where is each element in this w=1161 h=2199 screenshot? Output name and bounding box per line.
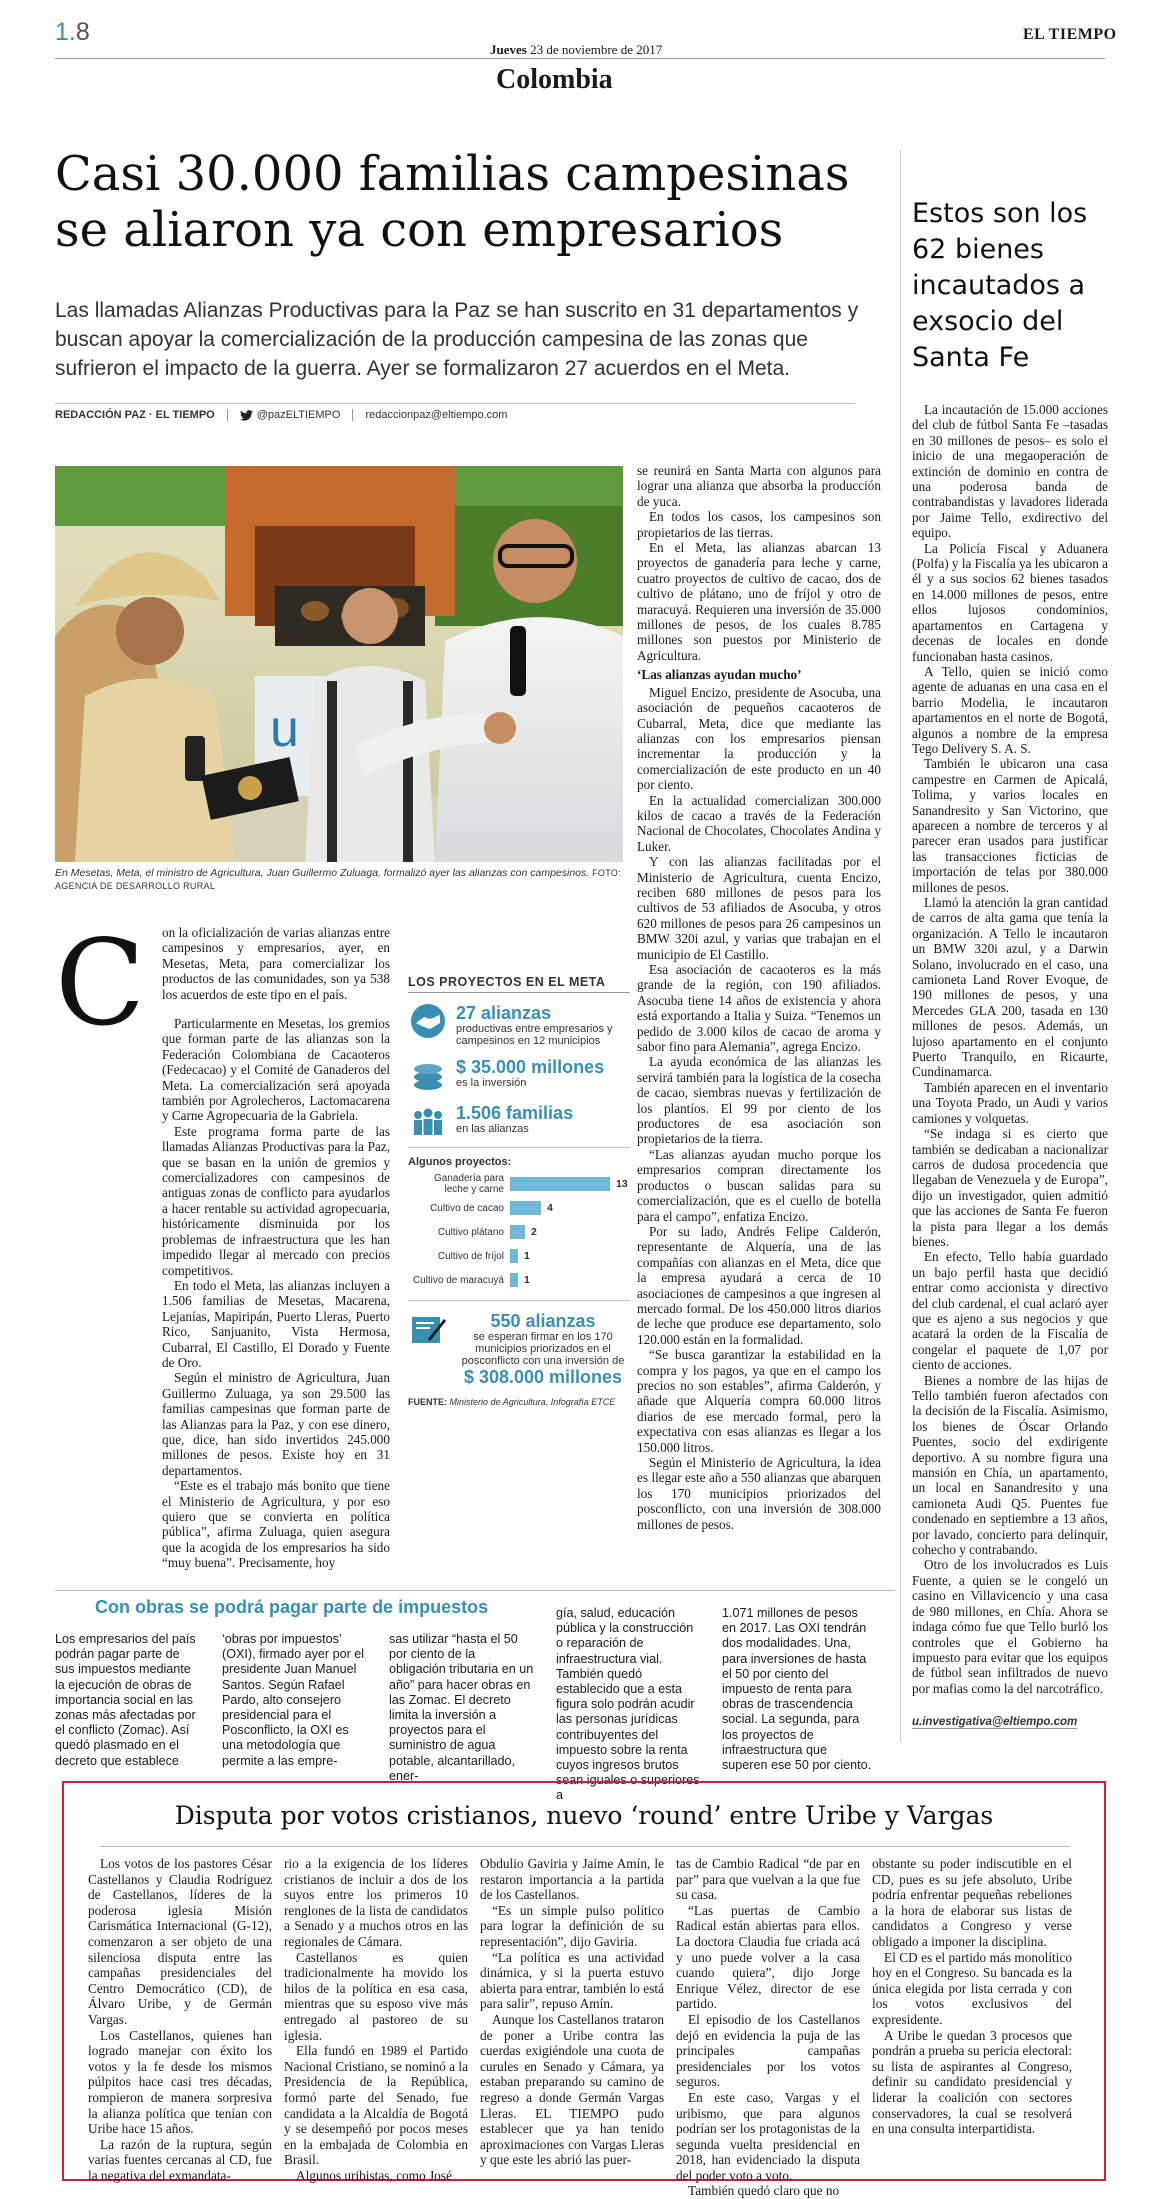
stat-families <box>408 1103 630 1139</box>
subarticle-text: Los empresarios del país podrán pagar parte de sus impuestos mediante la ejecución de obras de importancia social en las zonas más afectadas por el conflicto (Zomac). Así quedó plasmado en el decreto que establece <box>55 1632 196 1768</box>
stat-big: $ 35.000 millones <box>456 1057 605 1077</box>
sidebar-signature[interactable]: u.investigativa@eltiempo.com <box>912 1716 1078 1728</box>
photo-scene <box>55 466 623 862</box>
date-day: Jueves <box>490 42 527 57</box>
stat-alliances <box>408 1003 630 1047</box>
sidebar-title: Estos son los 62 bienes incautados a exsocio del Santa Fe <box>912 198 1088 373</box>
boxed-paragraph: Aunque los Castellanos trataron de poner a Uribe contra las cuerdas exigiéndole una cuota de curules en Senado y Cámara, ya estaban preparando su camino de regreso a donde Germán Vargas Lleras. EL TIEMPO pudo establecer que ya han tenido aproximaciones con Vargas Lleras y que este les abrió las puer- <box>480 2011 664 2168</box>
byline-author: REDACCIÓN PAZ · EL TIEMPO <box>55 409 215 421</box>
infographic-title: LOS PROYECTOS EN EL META <box>408 975 630 993</box>
issue-date <box>490 42 662 58</box>
bar-row <box>408 1220 630 1244</box>
boxed-paragraph: rio a la exigencia de los líderes cristianos de incluir a dos de los suyos entre los primeros 10 renglones de la lista de candidatos a Senado y a muchos otros en las regionales de Cámara. <box>284 1856 468 1949</box>
article-lede: Las llamadas Alianzas Productivas para la Paz se han suscrito en 31 departamentos y buscan apoyar la comercialización de la producción campesina de las zonas que sufrieron el impacto de la guerra. Ayer se formalizaron 27 acuerdos en el Meta. <box>55 299 859 380</box>
bar-value: 13 <box>616 1178 628 1190</box>
byline-divider <box>55 403 855 404</box>
sidebar-paragraph: Llamó la atención la gran cantidad de carros de alta gama que tenía la organización. A Tello le incautaron un BMW 320i azul, y a Darwin Solano, involucrado en el caso, una camioneta Land Rover Evoque, de 190 millones de pesos, y una Mercedes GLA 200, tasada en 130 millones de pesos. Además, un lujoso apartamento en el conjunto Puerto Tranquilo, en Ricaurte, Cundinamarca. <box>912 895 1108 1080</box>
sidebar-paragraph: También le ubicaron una casa campestre en Carmen de Apicalá, Tolima, y varios locales en Sanandresito y San Victorino, que aparecen a nombre de terceros y al parecer eran usados para justificar las transacciones ficticias de importación de telas por 380.000 millones de pesos. <box>912 756 1108 895</box>
article-paragraph: En todos los casos, los campesinos son propietarios de las tierras. <box>637 509 881 540</box>
coins-icon <box>408 1057 448 1093</box>
date-rest: 23 de noviembre de 2017 <box>530 42 663 57</box>
byline-twitter[interactable] <box>240 409 341 421</box>
target-big: 550 alianzas <box>490 1311 596 1331</box>
sidebar-paragraph: A Tello, quien se inició como agente de aduanas en una casa en el barrio Modelia, le incautaron apartamentos en el norte de Bogotá, algunos a nombre de la empresa Tego Delivery S. A. S. <box>912 663 1108 756</box>
twitter-handle: @pazELTIEMPO <box>256 409 341 421</box>
page-number-value: 8 <box>75 18 90 46</box>
subarticle-column <box>722 1606 872 1773</box>
article-paragraph: Este programa forma parte de las llamadas Alianzas Productivas para la Paz, que se basan en la unión de gremios y comercializadores con campesinos de antiguas zonas de conflicto para ayudarlos a hacer rentable su actividad agropecuaria, históricamente disminuida por los problemas de infraestructura que les han impedido llegar al mercado con precios competitivos. <box>162 1123 390 1278</box>
page-number <box>55 18 90 47</box>
projects-label: Algunos proyectos: <box>408 1156 512 1168</box>
article-paragraph: Según el ministro de Agricultura, Juan Guillermo Zuluaga, ya son 29.500 las familias campesinas que forman parte de las Alianzas para la Paz, y con ese dinero, que, dice, han sido invertidos 245.000 millones de pesos. Existe hoy en 31 departamentos. <box>162 1370 390 1478</box>
boxed-paragraph: obstante su poder indiscutible en el CD, pues es su jefe absoluto, Uribe podría enfrentar pequeñas rebeliones a la hora de elaborar sus listas de candidatos a Congreso y verse obligado a imponer la disciplina. <box>872 1856 1072 1949</box>
boxed-paragraph: Los votos de los pastores César Castellanos y Claudia Rodríguez de Castellanos, líderes de la poderosa iglesia Misión Carismática Internacional (G-12), comenzaron a ser objeto de una silenciosa disputa entre las campañas presidenciales del Centro Democrático (CD), de Álvaro Uribe, y de Germán Vargas. <box>88 1856 272 2027</box>
sidebar-paragraph: La incautación de 15.000 acciones del club de fútbol Santa Fe –tasadas en 30 millones de pesos– es solo el inicio de una megaoperación de extinción de dominio en contra de una poderosa banda de contrabandistas y lavadores liderada por Jaime Tello, exdirectivo del equipo. <box>912 402 1108 541</box>
byline-email[interactable]: redaccionpaz@eltiempo.com <box>365 409 508 421</box>
photo-sign-text: u <box>270 700 299 758</box>
bar-row <box>408 1172 630 1196</box>
article-paragraph: En la actualidad comercializan 300.000 kilos de cacao a través de la Federación Nacional de Chocolates, Chocolates Andina y Luker. <box>637 792 881 854</box>
boxed-article-headline: Disputa por votos cristianos, nuevo ‘round’ entre Uribe y Vargas <box>174 1801 994 1830</box>
boxed-column-4 <box>676 1856 860 2199</box>
boxed-article-divider <box>100 1846 1070 1847</box>
stat-big: 27 alianzas <box>456 1003 552 1023</box>
bar-label: Cultivo de cacao <box>430 1202 504 1214</box>
boxed-paragraph: Ella fundó en 1989 el Partido Nacional Cristiano, se nominó a la Presidencia de la República, formó parte del Senado, fue candidata a la Alcaldía de Bogotá y se desempeñó por pocos meses en la embajada de Colombia en Brasil. <box>284 2043 468 2168</box>
infographic <box>408 975 630 1407</box>
boxed-paragraph: tas de Cambio Radical “de par en par” para que vuelvan a la que fue su casa. <box>676 1856 860 1903</box>
stat-small: en las alianzas <box>456 1123 529 1135</box>
article-paragraph: Miguel Encizo, presidente de Asocuba, una asociación de pequeños cacaoteros de Cubarral, Meta, dice que mediante las alianzas con los empresarios piensan incrementar la producción y la comercialización de este producto en un 40 por ciento. <box>637 684 881 793</box>
bar-label: Ganadería para leche y carne <box>433 1173 504 1195</box>
boxed-column-1 <box>88 1856 272 2183</box>
header-divider <box>55 58 1105 59</box>
boxed-paragraph: También quedó claro que no <box>688 2183 840 2199</box>
source-label: FUENTE: <box>408 1397 447 1407</box>
boxed-paragraph: “Las puertas de Cambio Radical están abiertas para ellos. La doctora Claudia fue criada acá y uno puede volver a la casa cuando quiera”, dijo Jorge Enrique Vélez, director de ese partido. <box>676 1902 860 2012</box>
boxed-column-3 <box>480 1856 664 2168</box>
stat-target <box>408 1311 630 1387</box>
boxed-paragraph: Obdulio Gaviria y Jaime Amín, le restaron importancia a la partida de los Castellanos. <box>480 1856 664 1903</box>
sidebar-paragraph: Otro de los involucrados es Luis Fuente, a quien se le congeló un casino en Villavicencio y una casa de 980 millones, en Chía. Ahora se indaga cómo fue que Tello burló los controles que el Gobierno ha impuesto para evitar que los equipos de fútbol sean infiltrados de nuevo por mafias como la del narcotráfico. <box>912 1557 1108 1696</box>
infographic-divider <box>408 1300 630 1301</box>
sidebar-paragraph: Bienes a nombre de las hijas de Tello también fueron afectados con la decisión de la Fiscalía. Asimismo, los bienes de Óscar Orlando Puentes, socio del exdirigente deportivo. A su nombre figura una mansión en Chía, un apartamento, un local en Sanandresito y una camioneta Audi Q5. Puentes fue condenado en septiembre a 13 años, por lavado, concierto para delinquir, cohecho y contrabando. <box>912 1372 1108 1558</box>
article-paragraph: “Este es el trabajo más bonito que tiene el Ministerio de Agricultura, y por eso quiero que se convierta en política pública”, afirma Zuluaga, quien asegura que la acogida de los empresarios ha sido “muy buena”. Precisamente, hoy <box>162 1478 390 1571</box>
article-paragraph: En todo el Meta, las alianzas incluyen a 1.506 familias de Mesetas, Macarena, Lejanías, Mapiripán, Puerto Lleras, Puerto Rico, Sanjuanito, Vista Hermosa, Cubarral, El Castillo, El Dorado y Fuente de Oro. <box>162 1277 390 1370</box>
boxed-paragraph: “La política es una actividad dinámica, y si la puerta estuvo abierta para entrar, también lo está para salir”, repuso Amín. <box>480 1949 664 2012</box>
handshake-icon <box>408 1003 448 1039</box>
article-subhead: ‘Las alianzas ayudan mucho’ <box>637 667 802 683</box>
newspaper-brand: EL TIEMPO <box>1023 26 1117 43</box>
subarticle-column <box>556 1606 701 1804</box>
byline-separator <box>227 409 228 421</box>
subarticle-text: sas utilizar “hasta el 50 por ciento de la obligación tributaria en un año” para hacer obras en las Zomac. El decreto limita la inversión a proyectos para el suministro de agua potable, alcantarillado, ener- <box>389 1632 534 1783</box>
bar <box>510 1249 518 1263</box>
boxed-column-2 <box>284 1856 468 2183</box>
bar <box>510 1225 525 1239</box>
article-paragraph: Y con las alianzas facilitadas por el Ministerio de Agricultura, cuenta Encizo, reciben 680 millones de pesos para los cultivos de 53 afiliados de Asocuba, y otros 620 millones de pesos para 26 campesinos un BMW 320i azul, y varias que trabajan en el municipio de El Castillo. <box>637 854 881 962</box>
boxed-paragraph: El episodio de los Castellanos dejó en evidencia la puja de las principales campañas presidenciales por los votos seguros. <box>676 2011 860 2090</box>
subarticle-text: 1.071 millones de pesos en 2017. Las OXI tendrán dos modalidades. Una, para inversiones de hasta el 50 por ciento del impuesto de renta para obras de trascendencia social. La segunda, para los proyectos de infraestructura que superen ese 50 por ciento. <box>722 1606 872 1773</box>
projects-bar-chart <box>408 1172 630 1292</box>
bar <box>510 1273 518 1287</box>
signing-document-icon <box>408 1311 448 1347</box>
source-text: Ministerio de Agricultura. Infografía ETCE <box>449 1397 616 1407</box>
stat-big: 1.506 familias <box>456 1103 574 1123</box>
subarticle-headline: Con obras se podrá pagar parte de impuestos <box>95 1597 489 1617</box>
stat-small: es la inversión <box>456 1077 527 1089</box>
article-paragraph: En el Meta, las alianzas abarcan 13 proyectos de ganadería para leche y carne, cuatro proyectos de cultivo de cacao, dos de cultivo de plátano, uno de fríjol y otro de maracuyá. Requieren una inversión de 35.000 millones de pesos, de los cuales 8.785 millones son puestos por Ministerio de Agricultura. <box>637 540 881 663</box>
sidebar-body <box>912 402 1108 1696</box>
article-paragraph: Por su lado, Andrés Felipe Calderón, representante de Alquería, una de las compañías con alianzas en el Meta, dice que la empresa ayudará a cerca de 10 asociaciones de campesinos a que ingresen al mercado formal. De los 450.000 litros diarios de leche que produce ese departamento, solo 120.000 están en la formalidad. <box>637 1223 881 1347</box>
byline <box>55 409 507 421</box>
boxed-paragraph: A Uribe le quedan 3 procesos que pondrán a prueba su pericia electoral: su lista de aspirantes al Congreso, definir su candidato presidencial y liderar la coalición con sectores conservadores, la cual se resolverá en una consulta interpartidista. <box>872 2027 1072 2137</box>
article-column-a-body <box>162 1016 390 1571</box>
bar-label: Cultivo de fríjol <box>437 1250 504 1262</box>
drop-cap: C <box>55 914 146 1052</box>
twitter-icon <box>240 410 253 421</box>
stat-investment <box>408 1057 630 1093</box>
section-title: Colombia <box>496 64 613 95</box>
article-paragraph: La ayuda económica de las alianzas les servirá también para la logística de la cosecha de cacao, siembras nuevas y fertilización de los plantíos. El 99 por ciento de los productores de esa asociación son propietarios de la tierra. <box>637 1054 881 1147</box>
boxed-paragraph: Algunos uribistas, como José <box>296 2167 452 2183</box>
caption-credit: FOTO: AGENCIA DE DESARROLLO RURAL <box>55 868 621 891</box>
target-small: se esperan firmar en los 170 municipios priorizados en el posconflicto con una inversión de <box>461 1331 625 1367</box>
boxed-paragraph: Los Castellanos, quienes han logrado manejar con éxito los votos y la fe desde los mismos púlpitos hace casi tres décadas, rompieron de manera sorpresiva la alianza política que tenían con Uribe hace 15 años. <box>88 2027 272 2137</box>
subarticle-divider <box>55 1590 895 1591</box>
infographic-divider <box>408 1147 630 1148</box>
bar-label: Cultivo de maracuyá <box>412 1274 504 1286</box>
boxed-paragraph: La razón de la ruptura, según varias fuentes cercanas al CD, fue la negativa del exmandata- <box>88 2136 272 2183</box>
boxed-paragraph: Castellanos es quien tradicionalmente ha movido los hilos de la política en esa casa, mientras que su esposo vive más entregado al pastoreo de su iglesia. <box>284 1949 468 2043</box>
bar-label: Cultivo plátano <box>437 1226 504 1238</box>
boxed-paragraph: En este caso, Vargas y el uribismo, que para algunos podrían ser los protagonistas de la segunda vuelta presidencial en 2018, han evidenciado la disputa del poder voto a voto. <box>676 2089 860 2183</box>
article-photo <box>55 466 623 862</box>
boxed-paragraph: El CD es el partido más monolítico hoy en el Congreso. Su bancada es la única elegida por lista cerrada y con los votos exclusivos del expresidente. <box>872 1949 1072 2027</box>
article-paragraph: se reunirá en Santa Marta con algunos para lograr una alianza que absorba la producción de yuca. <box>637 463 881 509</box>
article-paragraph: Según el Ministerio de Agricultura, la idea es llegar este año a 550 alianzas que abarquen los 170 municipios priorizados del posconflicto, con una inversión de 308.000 millones de pesos. <box>637 1455 881 1532</box>
article-paragraph: “Las alianzas ayudan mucho porque los empresarios compran directamente los productos o buscan salidas para su comercialización, que es el cuello de botella para el campo”, enfatiza Encizo. <box>637 1146 881 1224</box>
subarticle-column <box>222 1632 367 1769</box>
bar <box>510 1201 541 1215</box>
bar-value: 4 <box>547 1202 553 1214</box>
target-amount: $ 308.000 millones <box>463 1367 623 1387</box>
sidebar-divider <box>900 150 901 1742</box>
sidebar-paragraph: También aparecen en el inventario una Toyota Prado, un Audi y varios camiones y volquetas. <box>912 1079 1108 1126</box>
byline-separator <box>352 409 353 421</box>
families-icon <box>408 1103 448 1139</box>
article-paragraph: on la oficialización de varias alianzas entre campesinos y empresarios, ayer, en Mesetas, Meta, para comercializar los productos de las comunidades, son ya 538 los acuerdos de este tipo en el país. <box>162 925 390 1002</box>
article-column-a-intro <box>162 925 390 1002</box>
stat-small: productivas entre empresarios y campesinos en 12 municipios <box>456 1023 613 1047</box>
article-paragraph: “Se busca garantizar la estabilidad en la compra y los pagos, ya que en el campo los precios no son estables”, afirma Calderón, y añade que Alquería compra 60.000 litros diarios de ese mercado formal, pero la expectativa con esas alianzas es llegar a los 150.000 litros. <box>637 1347 881 1455</box>
bar-row <box>408 1196 630 1220</box>
article-column-c <box>637 463 881 1532</box>
article-headline: Casi 30.000 familias campesinas se aliaron ya con empresarios <box>55 146 850 258</box>
subarticle-text: gía, salud, educación pública y la construcción o reparación de infraestructura vial. También quedó establecido que a esta figura solo podrán acudir las personas jurídicas contribuyentes del impuesto sobre la renta cuyos ingresos brutos sean iguales o superiores a <box>556 1606 700 1803</box>
page-number-prefix: 1. <box>55 18 76 46</box>
bar-row <box>408 1268 630 1292</box>
boxed-paragraph: “Es un simple pulso político para lograr la definición de su representación”, dijo Gaviria. <box>480 1902 664 1949</box>
sidebar-paragraph: En efecto, Tello había guardado un bajo perfil hasta que decidió entrar como accionista y directivo del club cardenal, el cual aclaró ayer que es ajeno a sus negocios y que acatará la orden de la Fiscalía de congelar el paquete de 1,07 por ciento de acciones. <box>912 1249 1108 1373</box>
bar-value: 1 <box>524 1274 530 1286</box>
subarticle-text: ‘obras por impuestos’ (OXI), firmado ayer por el presidente Juan Manuel Santos. Según Rafael Pardo, alto consejero presidencial para el Posconflicto, la OXI es una metodología que permite a las empre- <box>222 1632 365 1768</box>
caption-text: En Mesetas, Meta, el ministro de Agricultura, Juan Guillermo Zuluaga, formalizó ayer las alianzas con campesinos. <box>55 867 590 879</box>
bar-value: 1 <box>524 1250 530 1262</box>
sidebar-paragraph: La Policía Fiscal y Aduanera (Polfa) y la Fiscalía ya les ubicaron a él y a sus socios 62 bienes tasados en 14.000 millones de pesos, entre ellos lujosos condominios, apartamentos en Cartagena y decenas de locales en donde funcionaban hasta casinos. <box>912 540 1108 664</box>
infographic-source <box>408 1397 630 1407</box>
article-paragraph: Esa asociación de cacaoteros es la más grande de la región, con 190 afiliados. Asocuba tiene 14 años de existencia y ahora está exportando a Italia y Suiza. “Tenemos un pedido de 3.000 kilos de cacao de aroma y sabor fino para Alemania”, agrega Encizo. <box>637 962 881 1055</box>
bar-value: 2 <box>531 1226 537 1238</box>
subarticle-column <box>55 1632 200 1769</box>
photo-caption <box>55 867 625 893</box>
bar-row <box>408 1244 630 1268</box>
boxed-column-5 <box>872 1856 1072 2137</box>
sidebar-paragraph: “Se indaga si es cierto que también se dedicaban a nacionalizar carros de dudosa procedencia que llegaban de Venezuela y de Europa”, dijo un investigador, quien admitió que las acciones de Santa Fe fueron la pista para llegar a los demás bienes. <box>912 1126 1108 1249</box>
bar <box>510 1177 610 1191</box>
article-paragraph: Particularmente en Mesetas, los gremios que forman parte de las alianzas son la Federación Colombiana de Cacaoteros (Fedecacao) y el Comité de Ganaderos del Meta. La comercialización será apoyada también por Agrolecheros, Lactomacarena y Carne Agropecuaria de la Gabriela. <box>162 1016 390 1124</box>
subarticle-column <box>389 1632 534 1784</box>
